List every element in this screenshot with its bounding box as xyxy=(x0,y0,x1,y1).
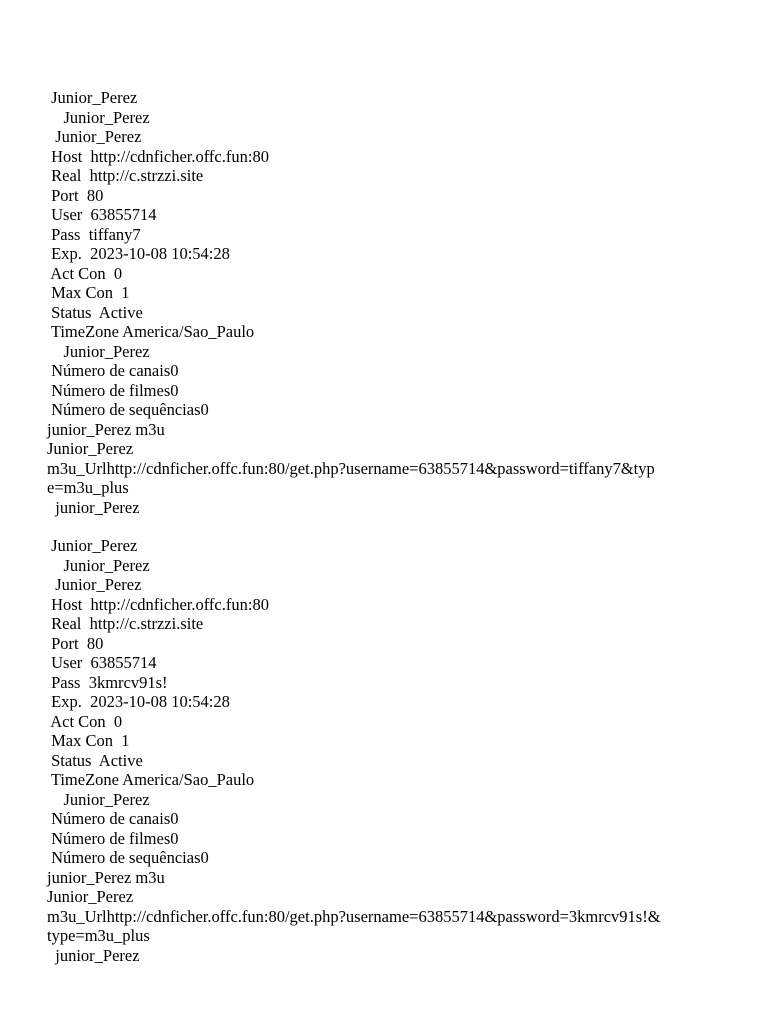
title-line: Junior_Perez xyxy=(47,536,138,555)
m3u-url-continuation-line: e=m3u_plus xyxy=(47,478,129,497)
movies-count-line: Número de filmes0 xyxy=(47,828,179,848)
port-line: Port 80 xyxy=(47,633,104,653)
status-line: Status Active xyxy=(47,302,143,322)
title-line: Junior_Perez xyxy=(47,88,138,107)
max-con-line: Max Con 1 xyxy=(47,731,130,750)
act-con-line: Act Con 0 xyxy=(47,263,123,283)
m3u-url-line: m3u_Urlhttp://cdnficher.offc.fun:80/get.php?username=63855714&password=tiffany7&typ xyxy=(47,458,655,478)
name-line: Junior_Perez xyxy=(47,887,134,906)
user-line: User 63855714 xyxy=(47,653,157,672)
pass-line: Pass tiffany7 xyxy=(47,224,141,244)
timezone-line: TimeZone America/Sao_Paulo xyxy=(47,322,255,341)
user-line: User 63855714 xyxy=(47,205,157,224)
name-line: Junior_Perez xyxy=(47,439,134,458)
movies-count-line: Número de filmes0 xyxy=(47,380,179,400)
host-line: Host http://cdnficher.offc.fun:80 xyxy=(47,594,269,614)
channels-count-line: Número de canais0 xyxy=(47,809,179,828)
m3u-title-line: junior_Perez m3u xyxy=(47,867,165,887)
m3u-url-line: m3u_Urlhttp://cdnficher.offc.fun:80/get.php?username=63855714&password=3kmrcv91s!& xyxy=(47,906,661,926)
title-line: Junior_Perez xyxy=(47,127,142,146)
footer-name-line: junior_Perez xyxy=(47,497,140,517)
port-line: Port 80 xyxy=(47,185,104,205)
name-line: Junior_Perez xyxy=(47,789,150,809)
real-line: Real http://c.strzzi.site xyxy=(47,614,204,633)
pass-line: Pass 3kmrcv91s! xyxy=(47,672,168,692)
m3u-title-line: junior_Perez m3u xyxy=(47,419,165,439)
status-line: Status Active xyxy=(47,750,143,770)
host-line: Host http://cdnficher.offc.fun:80 xyxy=(47,146,269,166)
exp-line: Exp. 2023-10-08 10:54:28 xyxy=(47,692,230,711)
timezone-line: TimeZone America/Sao_Paulo xyxy=(47,770,255,789)
title-line: Junior_Perez xyxy=(47,555,150,575)
m3u-url-continuation-line: type=m3u_plus xyxy=(47,926,150,945)
exp-line: Exp. 2023-10-08 10:54:28 xyxy=(47,244,230,263)
real-line: Real http://c.strzzi.site xyxy=(47,166,204,185)
name-line: Junior_Perez xyxy=(47,341,150,361)
series-count-line: Número de sequências0 xyxy=(47,848,209,867)
max-con-line: Max Con 1 xyxy=(47,283,130,302)
series-count-line: Número de sequências0 xyxy=(47,400,209,419)
footer-name-line: junior_Perez xyxy=(47,945,140,965)
channels-count-line: Número de canais0 xyxy=(47,361,179,380)
title-line: Junior_Perez xyxy=(47,107,150,127)
title-line: Junior_Perez xyxy=(47,575,142,594)
act-con-line: Act Con 0 xyxy=(47,711,123,731)
